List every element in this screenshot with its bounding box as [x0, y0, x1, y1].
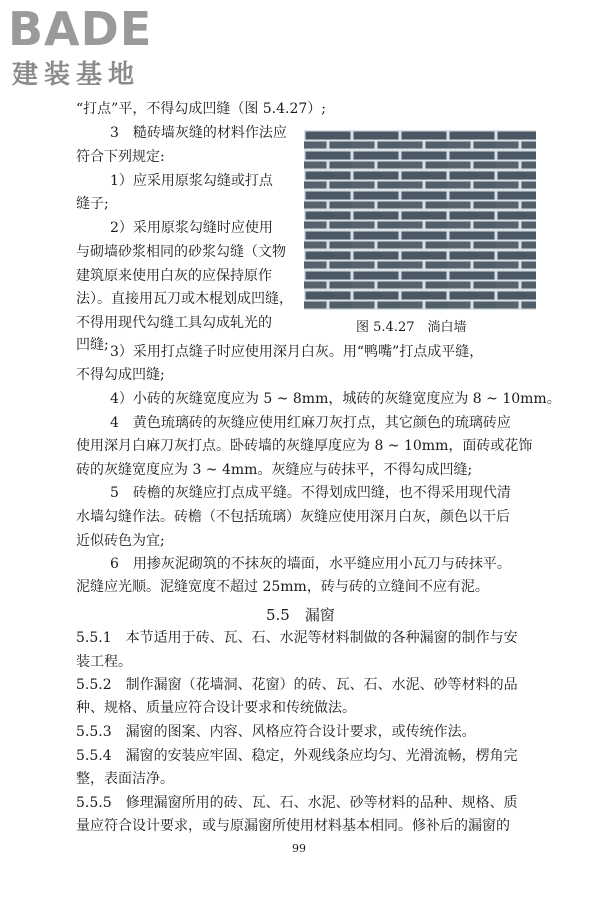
page-number: 99	[292, 842, 306, 855]
body-line: 与砌墙砂浆相同的砂浆勾缝（文物	[76, 244, 286, 260]
logo-wordmark: BADE	[8, 2, 153, 56]
body-line: 法）。直接用瓦刀或木棍划成凹缝，	[76, 291, 293, 307]
clause-line: 5.5.2 制作漏窗（花墙洞、花窗）的砖、瓦、石、水泥、砂等材料的品	[76, 677, 518, 693]
clause-line: 整，表面洁净。	[76, 771, 174, 787]
clause-line: 5.5.5 修理漏窗所用的砖、瓦、石、水泥、砂等材料的品种、规格、质	[76, 795, 518, 811]
clause-line: 种、规格、质量应符合设计要求和传统做法。	[76, 700, 356, 716]
body-line: 1）应采用原浆勾缝或打点	[110, 173, 273, 189]
body-line: 泥缝应光顺。泥缝宽度不超过 25mm，砖与砖的立缝间不应有泥。	[76, 579, 489, 595]
logo-subtitle: 建装基地	[12, 60, 141, 90]
clause-line: 5.5.4 漏窗的安装应牢固、稳定，外观线条应均匀、光滑流畅，楞角完	[76, 748, 518, 764]
body-line: 近似砖色为宜;	[76, 533, 165, 549]
body-line: 5 砖檐的灰缝应打点成平缝。不得划成凹缝，也不得采用现代清	[110, 485, 511, 501]
clause-line: 装工程。	[76, 654, 132, 670]
clause-line: 5.5.3 漏窗的图案、内容、风格应符合设计要求，或传统作法。	[76, 724, 476, 740]
body-line: 不得用现代勾缝工具勾成轧光的	[76, 315, 272, 331]
figure-caption: 图 5.4.27 淌白墙	[356, 320, 467, 335]
body-line: 使用深月白麻刀灰打点。卧砖墙的灰缝厚度应为 8 ~ 10mm，面砖或花饰	[76, 438, 533, 454]
body-line: 建筑原来使用白灰的应保持原作	[76, 268, 272, 284]
body-line: 符合下列规定:	[76, 149, 165, 165]
body-line: 2）采用原浆勾缝时应使用	[110, 220, 273, 236]
body-line: “打点”平，不得勾成凹缝（图 5.4.27）;	[76, 101, 327, 117]
clause-line: 5.5.1 本节适用于砖、瓦、石、水泥等材料制做的各种漏窗的制作与安	[76, 630, 518, 646]
brick-wall-illustration	[304, 130, 536, 310]
brick-wall-photo	[304, 130, 536, 310]
section-heading: 5.5 漏窗	[266, 606, 335, 624]
body-line: 3 糙砖墙灰缝的材料作法应	[110, 125, 287, 141]
body-line: 6 用掺灰泥砌筑的不抹灰的墙面，水平缝应用小瓦刀与砖抹平。	[110, 556, 511, 572]
body-line: 3）采用打点缝子时应使用深月白灰。用“鸭嘴”打点成平缝，	[110, 344, 484, 360]
body-line: 不得勾成凹缝;	[76, 367, 165, 383]
body-line: 砖的灰缝宽度应为 3 ~ 4mm。灰缝应与砖抹平，不得勾成凹缝;	[76, 462, 473, 478]
body-line: 水墙勾缝作法。砖檐（不包括琉璃）灰缝应使用深月白灰，颜色以干后	[76, 509, 510, 525]
body-line: 4）小砖的灰缝宽度应为 5 ~ 8mm，城砖的灰缝宽度应为 8 ~ 10mm。	[110, 391, 561, 407]
body-line: 缝子;	[76, 196, 109, 212]
clause-line: 量应符合设计要求，或与原漏窗所使用材料基本相同。修补后的漏窗的	[76, 818, 510, 834]
site-logo	[8, 4, 178, 96]
body-line: 凹缝;	[76, 337, 109, 353]
body-line: 4 黄色琉璃砖的灰缝应使用红麻刀灰打点，其它颜色的琉璃砖应	[110, 415, 511, 431]
